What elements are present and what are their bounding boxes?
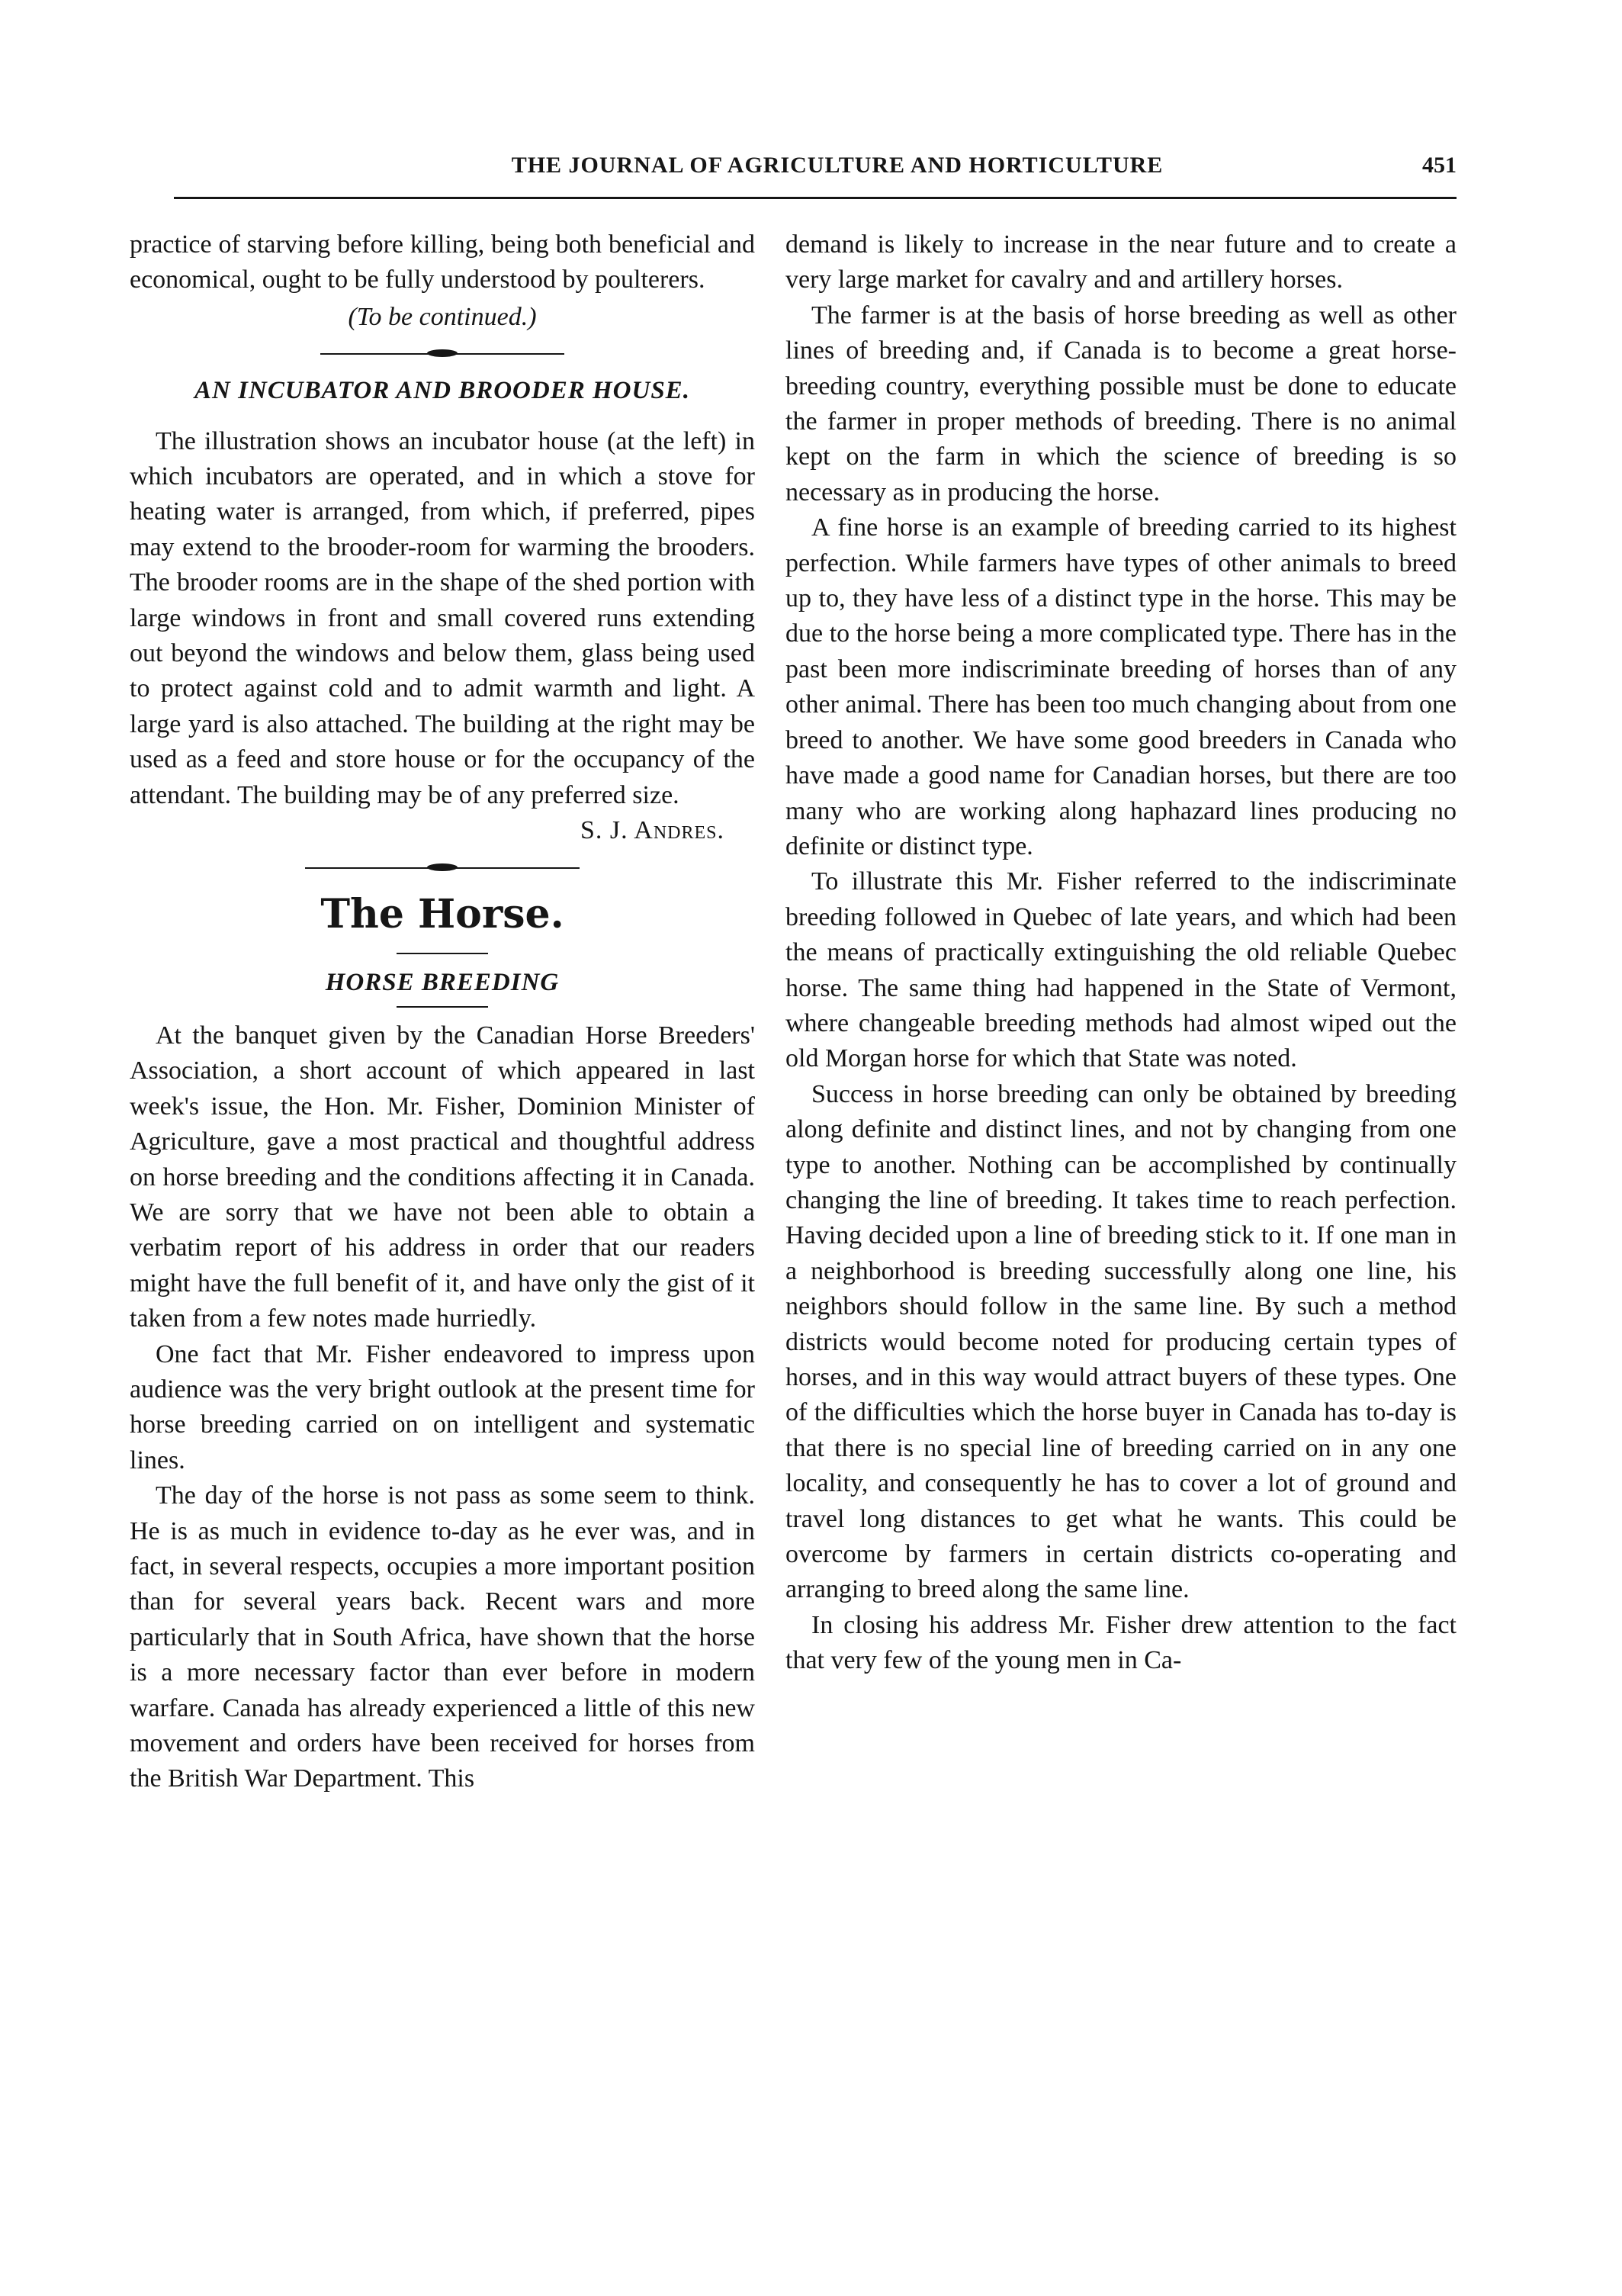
horse-breeding-title: HORSE BREEDING bbox=[325, 968, 560, 996]
to-be-continued-note: (To be continued.) bbox=[348, 302, 537, 331]
ornament-divider bbox=[305, 866, 580, 870]
page-number: 451 bbox=[1422, 153, 1457, 178]
horse-breeding-paragraph: To illustrate this Mr. Fisher referred to the indiscriminate breeding followed in Quebec of late years, and which had been the means of practically extinguishing the old reliable Quebec horse. The same thing had happened in the State of Vermont, where changeable breeding methods had almost wiped out the old Morgan horse for which that State was noted. bbox=[785, 867, 1457, 1073]
short-rule bbox=[397, 1006, 488, 1008]
horse-breeding-paragraph: One fact that Mr. Fisher endeavored to impress upon audience was the very bright outlook at the present time for horse breeding carried on on intelligent and systematic lines. bbox=[130, 1339, 755, 1474]
section-heading-the-horse: The Horse. bbox=[320, 890, 564, 937]
poultry-continuation-paragraph: practice of starving before killing, being both beneficial and economical, ought to be fully understood by poulterers. bbox=[130, 230, 755, 294]
horse-breeding-paragraph: At the banquet given by the Canadian Horse Breeders' Association, a short account of which appeared in last week's issue, the Hon. Mr. Fisher, Dominion Minister of Agriculture, gave a most practical and thoughtful address on horse breeding and the conditions affecting it in Canada. We are sorry that we have not been able to obtain a verbatim report of his address in order that our readers might have the full benefit of it, and have only the gist of it taken from a few notes made hurriedly. bbox=[130, 1021, 755, 1333]
horse-breeding-paragraph: In closing his address Mr. Fisher drew attention to the fact that very few of the young men in Ca- bbox=[785, 1610, 1457, 1675]
horse-breeding-paragraph: Success in horse breeding can only be obtained by breeding along definite and distinct lines, and not by changing from one type to another. Nothing can be accomplished by continually changing the line of breeding. It takes time to reach perfection. Having decided upon a line of breeding stick to it. If one man in a neighborhood is breeding successfully along one line, his neighbors should follow in the same line. By such a method districts would become noted for producing certain types of horses, and in this way would attract buyers of these types. One of the difficulties which the horse buyer in Canada has to-day is that there is no special line of breeding carried on in any one locality, and consequently he has to cover a lot of ground and travel long distances to get what he wants. This could be overcome by farmers in certain districts co-operating and arranging to breed along the same line. bbox=[785, 1079, 1457, 1604]
incubator-article-title: AN INCUBATOR AND BROODER HOUSE. bbox=[194, 377, 690, 405]
right-column bbox=[785, 227, 1457, 1679]
incubator-author: S. J. Andres. bbox=[580, 816, 724, 845]
running-header bbox=[174, 153, 1457, 186]
journal-title: THE JOURNAL OF AGRICULTURE AND HORTICULTURE bbox=[511, 153, 1164, 178]
header-rule bbox=[174, 197, 1457, 199]
incubator-signature bbox=[130, 813, 755, 848]
incubator-article-paragraph: The illustration shows an incubator house (at the left) in which incubators are operated, and in which a stove for heating water is arranged, from which, if preferred, pipes may extend to the brooder-room for warming the brooders. The brooder rooms are in the shape of the shed portion with large windows in front and small covered runs extending out beyond the windows and below them, glass being used to protect against cold and to admit warmth and light. A large yard is also attached. The building at the right may be used as a feed and store house or for the occupancy of the attendant. The building may be of any preferred size. bbox=[130, 426, 755, 809]
horse-breeding-paragraph: The farmer is at the basis of horse breeding as well as other lines of breeding and, if Canada is to become a great horse-breeding country, everything possible must be done to educate the farmer in proper methods of breeding. There is no animal kept on the farm in which the science of breeding is so necessary as in producing the horse. bbox=[785, 301, 1457, 506]
horse-breeding-paragraph: A fine horse is an example of breeding carried to its highest perfection. While farmers have types of other animals to breed up to, they have less of a distinct type in the horse. This may be due to the horse being a more complicated type. There has in the past been more indiscriminate breeding of horses than of any other animal. There has been too much changing about from one breed to another. We have some good breeders in Canada who have made a good name for Canadian horses, but there are too many who are working along haphazard lines producing no definite or distinct type. bbox=[785, 513, 1457, 860]
horse-breeding-paragraph: The day of the horse is not pass as some seem to think. He is as much in evidence to-day as he ever was, and in fact, in several respects, occupies a more important position than for several years back. Recent wars and more particularly that in South Africa, have shown that the horse is a more necessary factor than ever before in modern warfare. Canada has already experienced a little of this new movement and orders have been received for horses from the British War Department. This bbox=[130, 1481, 755, 1793]
horse-breeding-paragraph: demand is likely to increase in the near future and to create a very large market for cavalry and and artillery horses. bbox=[785, 230, 1457, 294]
ornament-divider bbox=[320, 352, 564, 356]
short-rule bbox=[397, 953, 488, 954]
left-column bbox=[130, 227, 755, 1797]
